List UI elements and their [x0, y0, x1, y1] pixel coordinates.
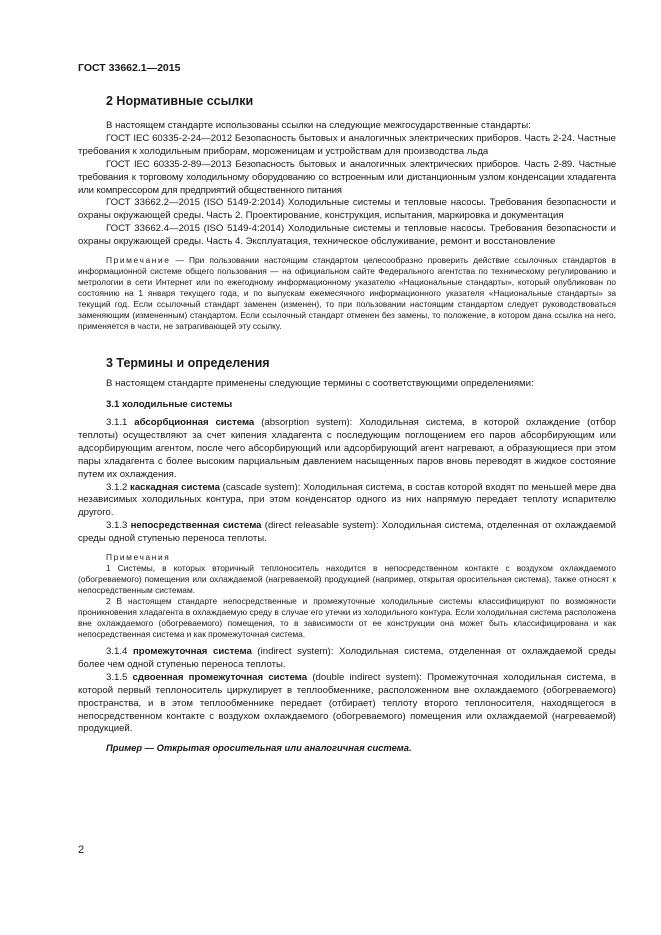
term-number: 3.1.1: [106, 416, 135, 428]
term-number: 3.1.5: [106, 671, 133, 683]
document-header: ГОСТ 33662.1—2015: [78, 62, 181, 74]
term-3-1-2: [78, 482, 616, 521]
term-number: 3.1.4: [106, 646, 133, 658]
page-number: 2: [78, 844, 85, 856]
reference-item: ГОСТ IEC 60335-2-24—2012 Безопасность бытовых и аналогичных электрических приборов. Часть 2-24. Частные требования к холодильным приборам, мороженицам и устройствам для производства льда: [78, 132, 616, 157]
term-definition: (cascade system): Холодильная система, в состав которой входят по меньшей мере два независимых холодильных контура, при этом конденсатор одного из них напрямую передает теплоту испарителю другого.: [78, 481, 616, 519]
term-number: 3.1.2: [106, 481, 131, 493]
term-name: сдвоенная промежуточная система: [132, 671, 308, 683]
section-2-title: 2 Нормативные ссылки: [106, 94, 254, 108]
term-definition: (direct releasable system): Холодильная система, отделенная от охлаждаемой среды одной ступенью переноса теплоты.: [78, 520, 616, 545]
term-3-1-1: [78, 417, 616, 482]
notes-label-text: Примечания: [106, 552, 171, 563]
example-text: Пример — Открытая оросительная или аналогичная система.: [106, 742, 412, 754]
term-definition: (double indirect system): Промежуточная холодильная система, в которой первый теплоноситель циркулирует в теплообменнике, расположенном вне охлаждаемого (обогреваемого) пространства, и в этом теплообменнике передает (отбирает) теплоту второго теплоносителя, находящегося в непосредственном контакте с воздухом охлаждаемого (обогреваемого) помещения или охлаждаемой (нагреваемой) продукцией.: [78, 671, 616, 735]
term-3-1-5: [78, 672, 616, 737]
term-name: непосредственная система: [130, 520, 262, 532]
reference-item: ГОСТ 33662.4—2015 (ISO 5149-4:2014) Холодильные системы и тепловые насосы. Требования безопасности и охраны окружающей среды. Часть 4. Эксплуатация, техническое обслуживание, ремонт и восстановление: [78, 223, 616, 248]
section-2-intro: В настоящем стандарте использованы ссылки на следующие межгосударственные стандарты:: [106, 120, 531, 131]
note-text: — При пользовании настоящим стандартом целесообразно проверить действие ссылочных стандартов в информационной системе общего пользования — на официальном сайте Федерального агентства по техническому регулированию и метрологии в сети Интернет или по ежегодному информационному указателю «Национальные стандарты», который опубликован по состоянию на 1 января текущего года, и по выпускам ежемесячного информационного указателя «Национальные стандарты» за текущий год. Если ссылочный стандарт заменен (изменен), то при пользовании настоящим стандартом следует руководствоваться заменяющим (измененным) стандартом. Если ссылочный стандарт отменен без замены, то положение, в котором дана ссылка на него, применяется в части, не затрагивающей эту ссылку.: [78, 255, 616, 332]
note-2: 2 В настоящем стандарте непосредственные и промежуточные холодильные системы классифицируют по возможности проникновения хладагента в охлаждаемую среду в случае его утечки из холодильного контура. Если холодильная система расположена вне охлаждаемого (обогреваемого) помещения, то в зависимости от ее конструкции она может быть классифицирована и как непосредственная система и как промежуточная система.: [78, 596, 616, 640]
notes-label: [78, 552, 616, 563]
term-3-1-4: [78, 646, 616, 672]
section-2-note: [78, 255, 616, 332]
document-body: [78, 94, 616, 754]
term-3-1-3: [78, 520, 616, 546]
term-definition: (absorption system): Холодильная система, в которой охлаждение (отбор теплоты) осуществляют за счет кипения хладагента с последующим поглощением его паров абсорбирующим или адсорбирующим агентом, после чего абсорбирующий или адсорбирующий агент нагревают, а образующиеся при этом пары хладагента с более высоким парциальным давлением насыщенных паров вновь переводят в жидкое состояние путем их охлаждения.: [78, 416, 616, 480]
note-1: 1 Системы, в которых вторичный теплоноситель находится в непосредственном контакте с воздухом охлаждаемого (обогреваемого) помещения или охлаждаемой (нагреваемой) продукцией (например, открытая оросительная система), также относят к непосредственным системам.: [78, 563, 616, 596]
term-definition: (indirect system): Холодильная система, отделенная от охлаждаемой среды более чем одной ступенью переноса теплоты.: [78, 646, 616, 670]
section-3-title: 3 Термины и определения: [106, 356, 270, 371]
reference-item: ГОСТ IEC 60335-2-89—2013 Безопасность бытовых и аналогичных электрических приборов. Часть 2-89. Частные требования к торговому холодильному оборудованию со встроенным или дистанционным узлом конденсации хладагента или компрессором для предприятий общественного питания: [78, 158, 616, 196]
term-name: абсорбционная система: [134, 416, 255, 428]
subsection-3-1-title: 3.1 холодильные системы: [106, 398, 233, 410]
term-number: 3.1.3: [106, 520, 131, 532]
term-name: каскадная система: [130, 481, 220, 493]
section-3-intro: В настоящем стандарте применены следующие термины с соответствующими определениями:: [106, 378, 534, 390]
reference-item: ГОСТ 33662.2—2015 (ISO 5149-2:2014) Холодильные системы и тепловые насосы. Требования безопасности и охраны окружающей среды. Часть 2. Проектирование, конструкция, испытания, маркировка и документация: [78, 197, 616, 222]
term-name: промежуточная система: [132, 646, 252, 658]
note-label: Примечание: [106, 255, 171, 266]
